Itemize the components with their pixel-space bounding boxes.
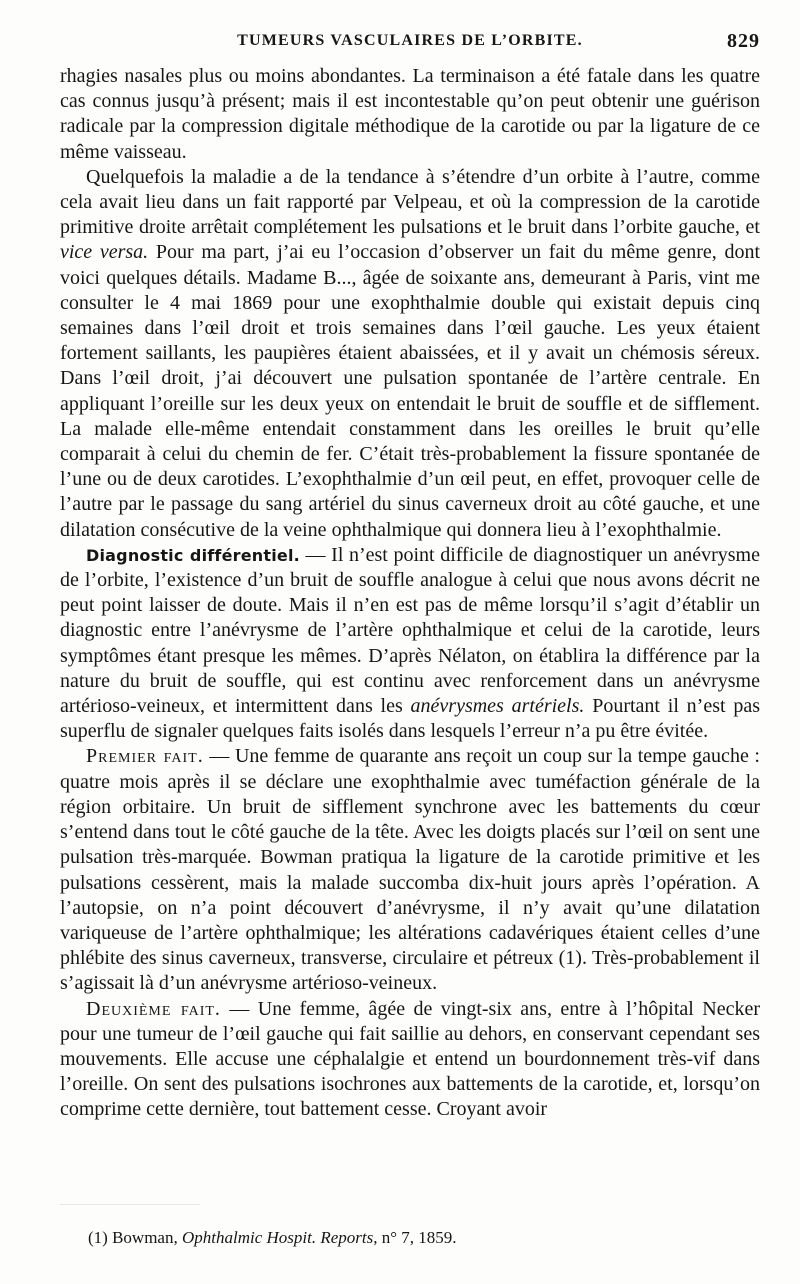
italic-phrase: anévrysmes artériels.	[410, 695, 585, 718]
footnote-text: (1) Bowman,	[88, 1228, 182, 1247]
section-heading: Diagnostic différentiel.	[86, 545, 300, 565]
body-text	[60, 64, 760, 1123]
paragraph-first-case	[60, 744, 760, 996]
running-title: TUMEURS VASCULAIRES DE L’ORBITE.	[237, 32, 583, 49]
italic-phrase: vice versa.	[60, 241, 149, 264]
footnote	[88, 1226, 768, 1250]
paragraph-text: rhagies nasales plus ou moins abondantes. La terminaison a été fatale dans les quatre cas connus jusqu’à présent; mais il est incontestable qu’on peut obtenir une guérison radicale par la compression digitale méthodique de la carotide ou par la ligature de ce même vaisseau.	[60, 65, 760, 163]
page-number: 829	[727, 30, 760, 52]
paragraph-second-case	[60, 997, 760, 1123]
footnote-text: , n° 7, 1859.	[373, 1228, 457, 1247]
paragraph-text: — Une femme, âgée de vingt-six ans, entre à l’hôpital Necker pour une tumeur de l’œil gauche qui fait saillie au dehors, en conservant cependant ses mouvements. Elle accuse une céphalalgie et entend un bourdonnement très-vif dans l’oreille. On sent des pulsations isochrones aux battements de la carotide, et, lorsqu’on comprime cette dernière, tout battement cesse. Croyant avoir	[60, 997, 760, 1121]
paragraph-text: — Il n’est point difficile de diagnostiquer un anévrysme de l’orbite, l’existence d’un bruit de souffle analogue à celui que nous avons décrit ne peut point laisser de doute. Mais il n’en est pas de même lorsqu’il s’agit d’établir un diagnostic entre l’anévrysme de l’artère ophthalmique et celui de la carotide, leurs symptômes étant presque les mêmes. D’après Nélaton, on établira la différence par la nature du bruit de souffle, qui est continu avec renforcement dans un anévrysme artérioso-veineux, et intermittent dans les	[60, 543, 760, 718]
paragraph-text: Pour ma part, j’ai eu l’occasion d’observer un fait du même genre, dont voici quelques détails. Madame B..., âgée de soixante ans, demeurant à Paris, vint me consulter le 4 mai 1869 pour une exophthalmie double qui existait depuis cinq semaines dans l’œil droit et trois semaines dans l’œil gauche. Les yeux étaient fortement saillants, les paupières étaient abaissées, et il y avait un chémosis séreux. Dans l’œil droit, j’ai découvert une pulsation spontanée de l’artère centrale. En appliquant l’oreille sur les deux yeux on entendait le bruit de souffle et de sifflement. La malade elle-même entendait constamment dans les oreilles le bruit qu’elle comparait à celui du chemin de fer. C’était très-probablement la fissure spontanée de l’une ou de deux carotides. L’exophthalmie d’un œil peut, en effet, provoquer celle de l’autre par le passage du sang artériel du sinus caverneux droit au côté gauche, et une dilatation consécutive de la veine ophthalmique qui donnera lieu à l’exophthalmie.	[60, 241, 760, 541]
paragraph-diagnostic	[60, 543, 760, 745]
running-head	[60, 28, 760, 58]
paragraph-velpeau-case	[60, 165, 760, 543]
footnote-rule	[60, 1204, 200, 1205]
paragraph-text: Quelquefois la maladie a de la tendance à s’étendre d’un orbite à l’autre, comme cela avait lieu dans un fait rapporté par Velpeau, et où la compression de la carotide primitive droite arrêtait complétement les pulsations et le bruit dans l’orbite gauche, et	[60, 165, 760, 239]
paragraph-text: Pourtant il n’est pas superflu de signaler quelques faits isolés dans lesquels l’erreur n’a pu être évitée.	[60, 695, 760, 743]
paragraph-continuation	[60, 64, 760, 165]
footnote-journal: Ophthalmic Hospit. Reports	[181, 1228, 374, 1247]
paragraph-text: — Une femme de quarante ans reçoit un coup sur la tempe gauche : quatre mois après il se déclare une exophthalmie avec tuméfaction générale de la région orbitaire. Un bruit de sifflement synchrone avec les battements du cœur s’entend dans tout le côté gauche de la tête. Avec les doigts placés sur l’œil on sent une pulsation très-marquée. Bowman pratiqua la ligature de la carotide primitive et les pulsations cessèrent, mais la malade succomba dix-huit jours après l’opération. A l’autopsie, on n’a point découvert d’anévrysme, il n’y avait qu’une dilatation variqueuse de l’artère ophthalmique; les altérations cadavériques étaient celles d’une phlébite des sinus caverneux, transverse, circulaire et pétreux (1). Très-probablement il s’agissait là d’un anévrysme artérioso-veineux.	[60, 745, 760, 995]
case-heading: Premier fait.	[86, 745, 204, 768]
case-heading: Deuxième fait.	[86, 997, 221, 1020]
